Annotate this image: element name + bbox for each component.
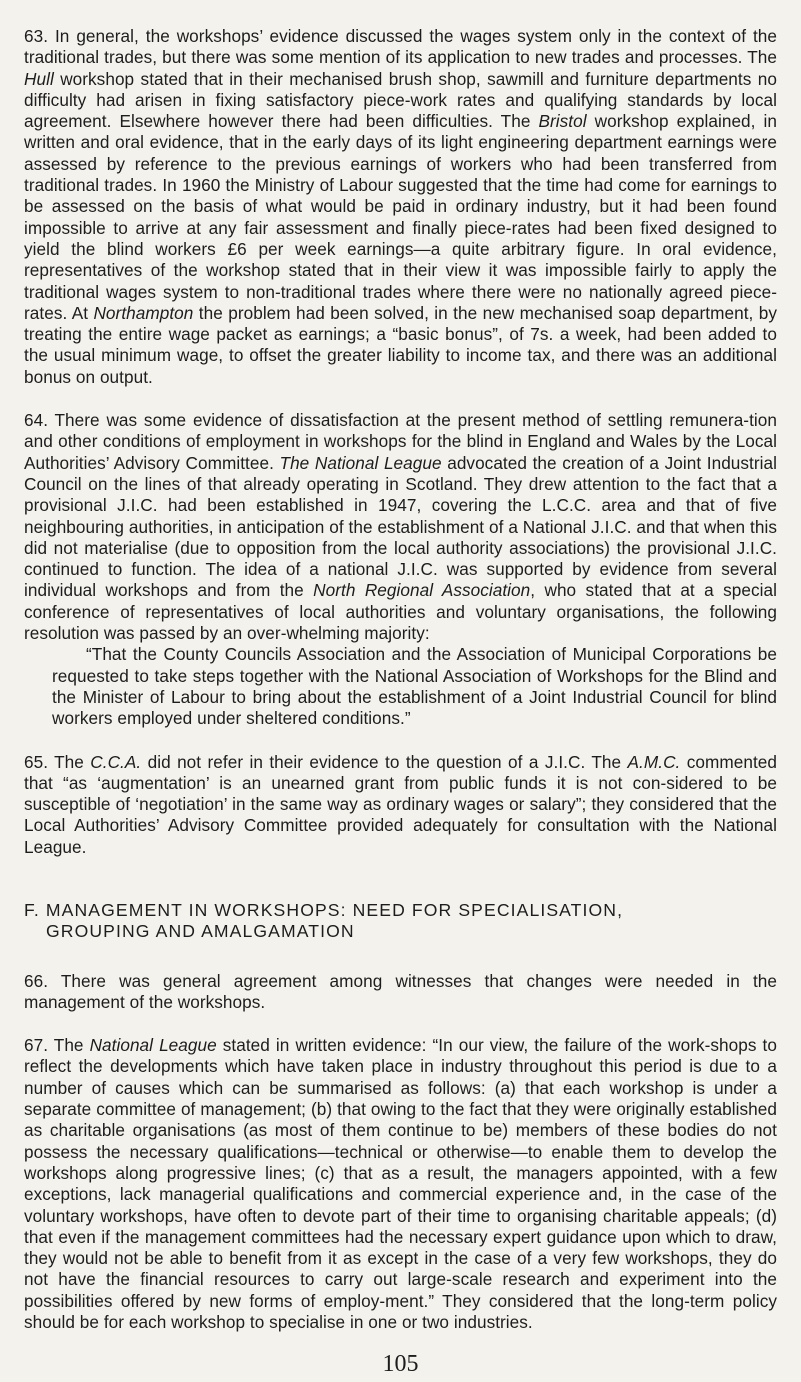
heading-line-1: F. MANAGEMENT IN WORKSHOPS: NEED FOR SPECIALISATION, [24, 899, 624, 920]
paragraph-63: 63. In general, the workshops’ evidence discussed the wages system only in the context of the traditional trades, but there was some mention of its application to new trades and processes. The Hull workshop stated that in their mechanised brush shop, sawmill and furniture departments no difficulty had arisen in fixing satisfactory piece-work rates and qualifying standards by local agreement. Elsewhere however there had been difficulties. The Bristol workshop explained, in written and oral evidence, that in the early days of its light engineering department earnings were assessed by reference to the previous earnings of workers who had been transferred from traditional trades. In 1960 the Ministry of Labour suggested that the time had come for earnings to be assessed on the basis of what would be paid in ordinary industry, but it had been found impossible to arrive at any fair assessment and finally piece-rates had been fixed designed to yield the blind workers £6 per week earnings—a quite arbitrary figure. In oral evidence, representatives of the workshop stated that in their view it was impossible fairly to apply the traditional wages system to non-traditional trades where there were no nationally agreed piece-rates. At Northampton the problem had been solved, in the new mechanised soap department, by treating the entire wage packet as earnings; a “basic bonus”, of 7s. a week, had been added to the usual minimum wage, to offset the greater liability to income tax, and there was an additional bonus on output. [24, 26, 777, 387]
section-heading [24, 900, 777, 943]
resolution-quote: “That the County Councils Association and the Association of Municipal Corporations be requested to take steps together with the National Association of Workshops for the Blind and the Minister of Labour to bring about the establishment of a Joint Industrial Council for blind workers employed under sheltered conditions.” [52, 644, 777, 729]
paragraph-65: 65. The C.C.A. did not refer in their evidence to the question of a J.I.C. The A.M.C. commented that “as ‘augmentation’ is an unearned grant from public funds it is not con-sidered to be susceptible of ‘negotiation’ in the same way as ordinary wages or salary”; they considered that the Local Authorities’ Advisory Committee provided adequately for consultation with the National League. [24, 751, 777, 857]
paragraph-64: 64. There was some evidence of dissatisfaction at the present method of settling remunera-tion and other conditions of employment in workshops for the blind in England and Wales by the Local Authorities’ Advisory Committee. The National League advocated the creation of a Joint Industrial Council on the lines of that already operating in Scotland. They drew attention to the fact that a provisional J.I.C. had been established in 1947, covering the L.C.C. area and that of five neighbouring authorities, in anticipation of the establishment of a National J.I.C. and that when this did not materialise (due to opposition from the local authority associations) the provisional J.I.C. continued to function. The idea of a national J.I.C. was supported by evidence from several individual workshops and from the North Regional Association, who stated that at a special conference of representatives of local authorities and voluntary organisations, the following resolution was passed by an over-whelming majority: [24, 410, 778, 644]
heading-line-2: GROUPING AND AMALGAMATION [46, 921, 355, 942]
page-number: 105 [382, 1351, 419, 1378]
paragraph-67: 67. The National League stated in written evidence: “In our view, the failure of the work-shops to reflect the developments which have taken place in industry throughout this period is due to a number of causes which can be summarised as follows: (a) that each workshop is under a separate committee of management; (b) that owing to the fact that they were originally established as charitable organisations (as most of them continue to be) members of these bodies do not possess the necessary qualifications—technical or otherwise—to enable them to develop the workshops along progressive lines; (c) that as a result, the managers appointed, with a few exceptions, lack managerial qualifications and commercial experience and, in the case of the voluntary workshops, have often to devote part of their time to organising charitable appeals; (d) that even if the management committees had the necessary expert guidance upon which to draw, they would not be able to benefit from it as except in the case of a very few workshops, they do not have the financial resources to carry out large-scale research and experiment into the possibilities offered by new forms of employ-ment.” They considered that the long-term policy should be for each workshop to specialise in one or two industries. [24, 1035, 777, 1333]
paragraph-66: 66. There was general agreement among witnesses that changes were needed in the management of the workshops. [24, 970, 777, 1012]
